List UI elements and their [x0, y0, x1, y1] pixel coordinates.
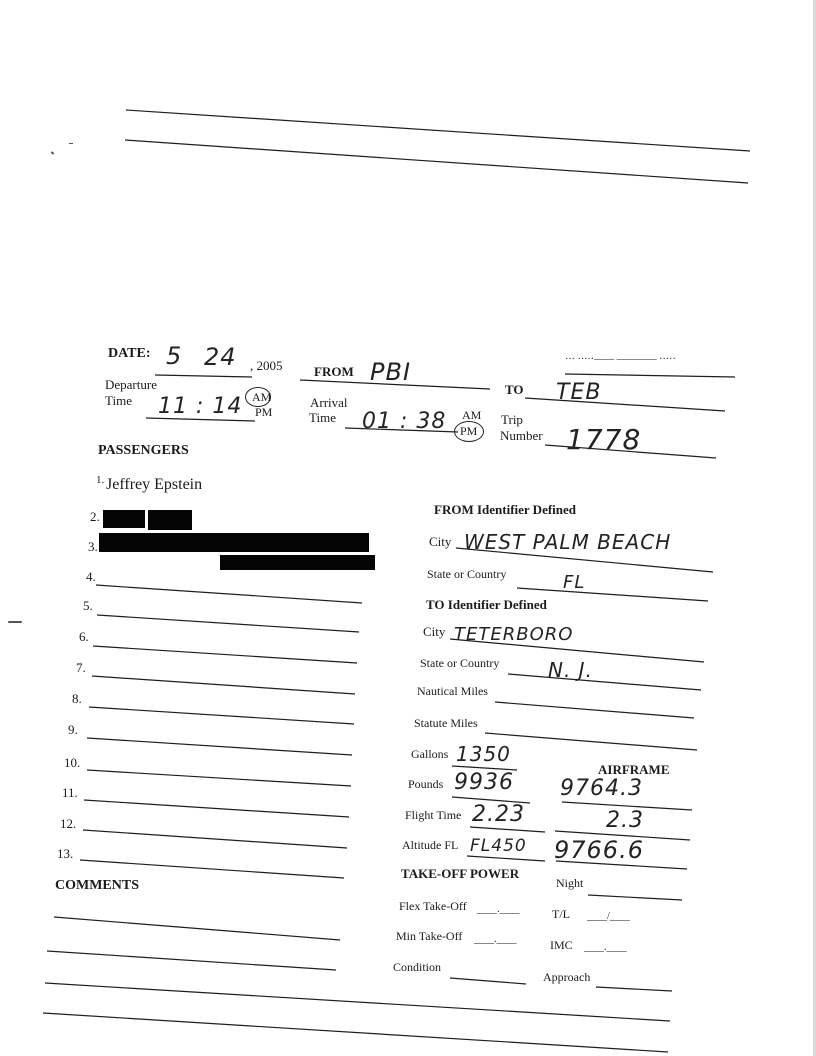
departure-time-label: Time [105, 393, 132, 408]
altitude-label: Altitude FL [402, 838, 459, 852]
to-city-value: TETERBORO [454, 624, 574, 645]
passenger-number: 10. [64, 755, 81, 770]
redaction-bar [103, 510, 145, 528]
passenger-number: 6. [79, 629, 89, 644]
trip-number-label: Number [500, 428, 543, 443]
passenger-number: 7. [76, 660, 86, 675]
nautical-miles-label: Nautical Miles [417, 684, 488, 698]
arrival-time-value: 01 : 38 [362, 409, 447, 434]
airframe-heading: AIRFRAME [598, 762, 670, 777]
date-day-value: 24 [204, 343, 237, 371]
to-state-label: State or Country [420, 656, 500, 670]
night-label: Night [556, 876, 584, 890]
passenger-number: 13. [57, 846, 74, 861]
tl-blank: ____/____ [587, 911, 630, 922]
gallons-value: 1350 [456, 742, 511, 766]
from-value: PBI [370, 358, 412, 386]
statute-miles-label: Statute Miles [414, 716, 478, 730]
from-label: FROM [314, 364, 354, 379]
passenger-number: 1. [96, 474, 105, 486]
departure-time-value: 11 : 14 [158, 394, 243, 419]
am-circle-mark [245, 387, 271, 407]
flex-takeoff-label: Flex Take-Off [399, 899, 467, 913]
arrival-am-option: AM [462, 408, 482, 422]
passenger-number: 3. [88, 539, 98, 554]
passenger-name: Jeffrey Epstein [106, 476, 203, 493]
scan-speck [69, 143, 73, 144]
departure-label: Departure [105, 377, 157, 392]
from-identifier-heading: FROM Identifier Defined [434, 502, 577, 517]
flex-takeoff-blank: ____.____ [477, 904, 520, 915]
altitude-value: FL450 [470, 836, 527, 856]
date-label: DATE: [108, 346, 151, 361]
from-city-value: WEST PALM BEACH [464, 530, 672, 554]
top-right-cutoff-text: ··· ·····—— ———— ····· [565, 354, 676, 365]
date-month-value: 5 [166, 342, 183, 370]
takeoff-power-heading: TAKE-OFF POWER [401, 866, 520, 881]
redaction-bar [148, 510, 192, 530]
scan-speck [8, 621, 22, 623]
departure-pm-option: PM [255, 405, 273, 419]
passenger-number: 5. [83, 598, 93, 613]
from-state-value: FL [563, 572, 586, 593]
passenger-number: 9. [68, 722, 78, 737]
to-label: TO [505, 382, 524, 397]
flight-time-value: 2.23 [472, 802, 525, 827]
pounds-label: Pounds [408, 777, 444, 791]
to-city-label: City [423, 624, 446, 639]
trip-number-value: 1778 [566, 423, 642, 456]
to-identifier-heading: TO Identifier Defined [426, 597, 547, 612]
flight-time-label: Flight Time [405, 808, 462, 822]
to-state-value: N. J. [548, 658, 593, 682]
to-value: TEB [556, 380, 602, 405]
passenger-number: 4. [86, 569, 96, 584]
min-takeoff-label: Min Take-Off [396, 929, 463, 943]
from-city-label: City [429, 534, 452, 549]
airframe-value-1: 9764.3 [560, 776, 643, 801]
pm-circle-mark [454, 421, 484, 442]
imc-blank: ____.____ [584, 942, 627, 953]
airframe-value-3: 9766.6 [554, 836, 644, 864]
comments-heading: COMMENTS [55, 878, 139, 893]
arrival-label: Arrival [310, 395, 348, 410]
passenger-number: 11. [62, 785, 78, 800]
min-takeoff-blank: ____.____ [474, 934, 517, 945]
tl-label: T/L [552, 907, 570, 921]
passenger-number: 8. [72, 691, 82, 706]
gallons-label: Gallons [411, 747, 449, 761]
passengers-heading: PASSENGERS [98, 443, 189, 458]
departure-am-option: AM [252, 390, 272, 404]
approach-label: Approach [543, 970, 591, 984]
trip-label: Trip [501, 412, 523, 427]
passenger-number: 2. [90, 509, 100, 524]
pounds-value: 9936 [454, 770, 514, 795]
redaction-bar [99, 533, 369, 552]
arrival-pm-option: PM [460, 424, 478, 438]
from-state-label: State or Country [427, 567, 507, 581]
date-year-label: , 2005 [250, 358, 283, 373]
condition-label: Condition [393, 960, 442, 974]
passenger-number: 12. [60, 816, 77, 831]
redaction-bar [220, 555, 375, 570]
airframe-value-2: 2.3 [606, 808, 644, 833]
imc-label: IMC [550, 938, 573, 952]
arrival-time-label: Time [309, 410, 336, 425]
